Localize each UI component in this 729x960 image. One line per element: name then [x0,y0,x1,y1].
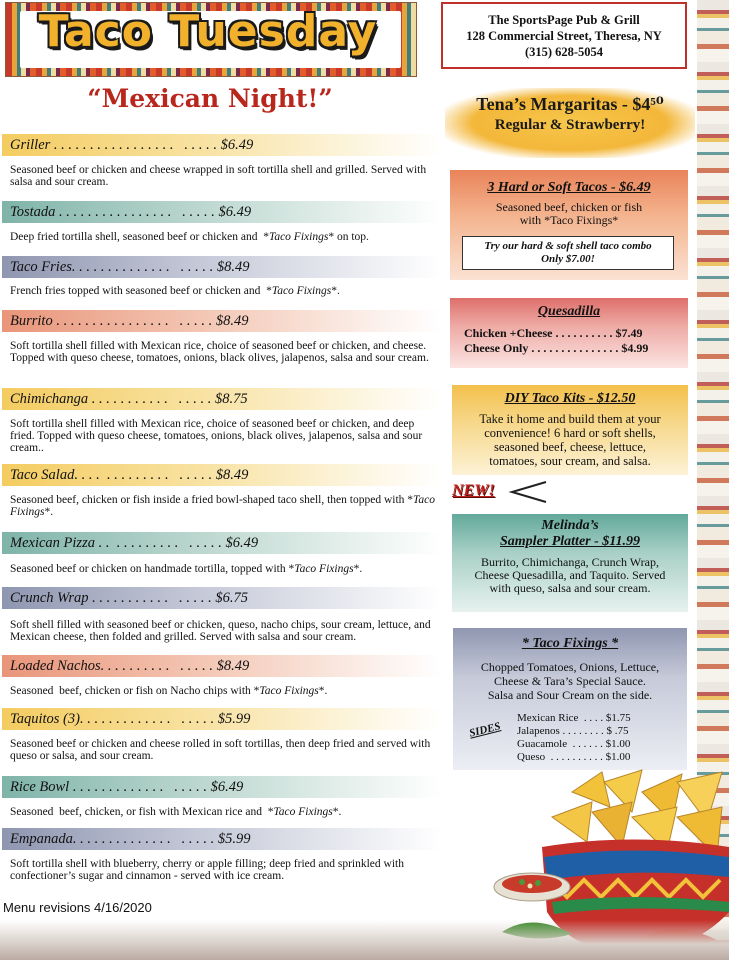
restaurant-phone: (315) 628-5054 [524,45,604,59]
item-price: $6.49 [218,204,252,220]
item-price: $6.75 [215,590,249,606]
quesadilla-panel [450,298,688,368]
item-description: Seasoned beef, chicken, or fish with Mexican rice and *Taco Fixings*. [10,806,342,818]
bottom-fade [0,920,729,960]
side-item: Jalapenos . . . . . . . . $ .75 [517,725,629,737]
combo-line-2: Only $7.00! [541,253,595,265]
fixings-title: * Taco Fixings * [521,636,619,651]
quesadilla-price-row: Chicken +Cheese . . . . . . . . . . $7.49 [464,326,643,340]
item-dots: . . . . . . . . . . . . . . . . . . . . . [52,313,216,329]
address-box [441,2,687,69]
item-dots: . . . . . . . . . . . . . . . . [88,391,216,407]
revision-note: Menu revisions 4/16/2020 [3,900,152,915]
item-description: Soft tortilla shell with blueberry, cherry or apple filling; deep fried and sprinkled with confectioner’s sugar and cinnamon - served with ice cream. [10,858,404,882]
fixings-line: Cheese & Tara’s Special Sauce. [494,674,646,688]
menu-item-empanada [2,828,442,850]
item-description: Deep fried tortilla shell, seasoned beef or chicken and *Taco Fixings* on top. [10,231,369,243]
item-name: Griller [10,137,51,153]
fixings-line: Salsa and Sour Cream on the side. [487,688,653,702]
item-description: Seasoned beef, chicken or fish inside a fried bowl-shaped taco shell, then topped with *Taco Fixings*. [10,494,435,518]
tacos-line-1: Seasoned beef, chicken or fish [495,200,643,214]
page-subtitle: “Mexican Night!” [87,84,333,113]
sampler-title-1: Melinda’s [541,518,599,533]
taco-combo-box [462,236,674,270]
item-dots: . . . . . . . . . . . . . . . . [88,590,216,606]
diy-line: tomatoes, sour cream, and salsa. [489,454,651,468]
item-description: Seasoned beef or chicken and cheese wrapped in soft tortilla shell and grilled. Served with salsa and sour cream. [10,164,427,188]
margarita-subtitle: Regular & Strawberry! [494,117,646,133]
item-dots: . . . . . . . . . . . . . . . . . . . [72,831,218,847]
menu-item-griller [2,134,442,156]
taco-fixings-panel [453,628,687,770]
menu-item-loaded-nachos [2,655,442,677]
sampler-line: Cheese Quesadilla, and Taquito. Served [474,568,666,582]
item-name: Burrito [10,313,53,329]
item-dots: . . . . . . . . . . . . . . . [100,658,217,674]
item-description: Soft shell filled with seasoned beef or chicken, queso, nacho chips, sour cream, lettuce, and Mexican cheese, then folded and grilled. Served with salsa and sour cream. [10,619,431,643]
item-name: Mexican Pizza [10,535,95,551]
item-description: Seasoned beef, chicken or fish on Nacho chips with *Taco Fixings*. [10,685,328,697]
item-name: Chimichanga [10,391,89,407]
diy-line: seasoned beef, cheese, lettuce, [493,440,646,454]
item-name: Loaded Nachos [10,658,101,674]
menu-item-crunch-wrap [2,587,442,609]
item-name: Rice Bowl [10,779,70,795]
item-price: $8.49 [216,259,250,275]
item-description: Seasoned beef or chicken and cheese rolled in soft tortillas, then deep fried and served with queso or salsa, and sour cream. [10,738,431,762]
item-price: $8.49 [216,658,250,674]
page-title: Taco Tuesday [38,6,378,57]
menu-item-taco-fries [2,256,442,278]
item-price: $6.49 [210,779,244,795]
sides-label: SIDES [468,720,502,740]
item-price: $8.49 [215,467,249,483]
menu-item-rice-bowl [2,776,442,798]
item-dots: . . . . . . . . . . . . . . . . . . [69,779,211,795]
item-dots: . . . . . . . . . . . . . . . . . . [79,711,218,727]
arrow-icon [508,480,548,504]
margarita-banner [445,88,695,158]
item-dots: . . . . . . . . . . . . . . . . . . . . . [55,204,219,220]
item-description: Soft tortilla shell filled with Mexican rice, choice of seasoned beef or chicken, and cheese. Topped with queso cheese, tomatoes, onions, black olives, jalapenos, salsa and sour cream. [10,340,429,364]
item-price: $8.75 [215,391,248,407]
restaurant-street: 128 Commercial Street, Theresa, NY [466,29,662,43]
diy-line: convenience! 6 hard or soft shells, [484,426,656,440]
combo-line-1: Try our hard & soft shell taco combo [484,240,652,252]
diy-line: Take it home and build them at your [479,412,661,426]
side-item: Mexican Rice . . . . $1.75 [517,712,631,724]
item-dots: . . . . . . . . . . . . . . . . . . . [71,259,217,275]
item-price: $5.99 [217,711,251,727]
item-price: $6.49 [225,535,259,551]
item-price: $8.49 [215,313,249,329]
side-item: Queso . . . . . . . . . . $1.00 [517,751,631,763]
tacos-title: 3 Hard or Soft Tacos - $6.49 [487,180,651,195]
item-name: Taco Salad [10,467,75,483]
menu-item-burrito [2,310,442,332]
tacos-line-2: with *Taco Fixings* [519,213,619,227]
menu-item-tostada [2,201,442,223]
menu-item-taco-salad [2,464,442,486]
item-dots: . . . . . . . . . . . . . . . . . . [74,467,216,483]
item-name: Tostada [10,204,56,220]
quesadilla-title: Quesadilla [537,304,601,319]
margarita-title: Tena’s Margaritas - $4⁵⁰ [476,94,664,114]
side-item: Guacamole . . . . . . $1.00 [517,738,631,750]
sampler-title-2: Sampler Platter - $11.99 [500,534,640,549]
item-name: Empanada [10,831,73,847]
diy-title: DIY Taco Kits - $12.50 [504,391,636,406]
diy-taco-kit-panel [452,385,688,475]
item-description: French fries topped with seasoned beef or chicken and *Taco Fixings*. [10,285,340,297]
sampler-platter-panel [452,514,688,612]
menu-item-mexican-pizza [2,532,442,554]
item-description: Seasoned beef or chicken on handmade tortilla, topped with *Taco Fixings*. [10,563,363,575]
item-price: $5.99 [217,831,251,847]
new-label: NEW! [452,482,495,499]
sampler-line: with queso, salsa and sour cream. [489,581,651,595]
item-name: Taco Fries [10,259,72,275]
item-dots: . . . . . . . . . . . . . . . . [94,535,226,551]
item-dots: . . . . . . . . . . . . . . . . . . . . . . [50,137,221,153]
item-name: Taquitos (3) [10,711,80,727]
item-description: Soft tortilla shell filled with Mexican rice, choice of seasoned beef or chicken, and deep fried. Topped with queso cheese, tomatoes, onions, black olives, jalapenos, salsa and sour cream.. [10,418,423,454]
quesadilla-price-row: Cheese Only . . . . . . . . . . . . . . . $4.99 [464,341,649,355]
restaurant-name: The SportsPage Pub & Grill [488,13,640,27]
sampler-line: Burrito, Chimichanga, Crunch Wrap, [481,555,659,569]
item-name: Crunch Wrap [10,590,89,606]
tacos-panel [450,170,688,280]
item-price: $6.49 [220,137,254,153]
fixings-line: Chopped Tomatoes, Onions, Lettuce, [480,660,660,674]
menu-item-chimichanga [2,388,442,410]
menu-item-taquitos [2,708,442,730]
